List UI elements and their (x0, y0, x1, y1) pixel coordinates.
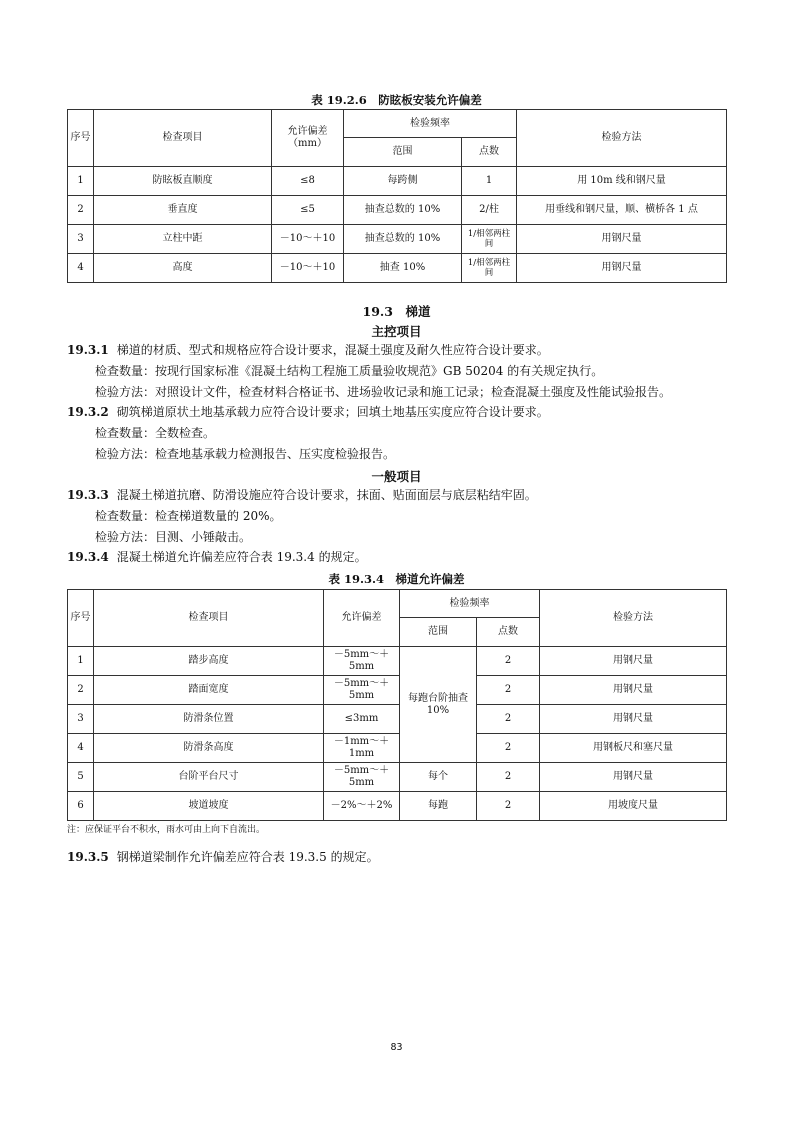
cell-no: 4 (68, 254, 94, 283)
table-row (68, 254, 727, 283)
cell-item: 防滑条高度 (94, 734, 324, 763)
cell-tolerance: ≤3mm (324, 705, 400, 734)
cell-item: 坡道坡度 (94, 792, 324, 821)
cell-range: 每跑 (400, 792, 477, 821)
main-items-heading: 主控项目 (371, 324, 422, 339)
cell-no: 5 (68, 763, 94, 792)
header-item: 检查项目 (94, 590, 324, 647)
cell-no: 3 (68, 225, 94, 254)
header-no: 序号 (68, 110, 94, 167)
cell-item: 高度 (94, 254, 272, 283)
cell-points: 2/柱 (462, 196, 517, 225)
table-row (68, 792, 727, 821)
clause-text: 钢梯道梁制作允许偏差应符合表 19.3.5 的规定。 (116, 850, 379, 864)
header-tolerance: 允许偏差（mm） (272, 110, 344, 167)
table-19-2-6 (67, 109, 727, 283)
cell-no: 1 (68, 647, 94, 676)
cell-method: 用钢尺量 (540, 763, 727, 792)
cell-no: 1 (68, 167, 94, 196)
cell-item: 立柱中距 (94, 225, 272, 254)
clause-19-3-2 (67, 405, 737, 420)
cell-tolerance: －5mm～＋5mm (324, 763, 400, 792)
header-tolerance: 允许偏差 (324, 590, 400, 647)
cell-method: 用钢尺量 (540, 705, 727, 734)
cell-points: 2 (477, 734, 540, 763)
clause-text: 混凝土梯道抗磨、防滑设施应符合设计要求，抹面、贴面面层与底层粘结牢固。 (116, 488, 537, 502)
header-range: 范围 (344, 138, 462, 167)
cell-points: 1/相邻两柱间 (462, 254, 517, 283)
cell-no: 4 (68, 734, 94, 763)
header-method: 检验方法 (517, 110, 727, 167)
cell-no: 6 (68, 792, 94, 821)
cell-item: 踏步高度 (94, 647, 324, 676)
cell-range: 每个 (400, 763, 477, 792)
clause-text: 梯道的材质、型式和规格应符合设计要求，混凝土强度及耐久性应符合设计要求。 (116, 343, 549, 357)
cell-range: 抽查总数的 10% (344, 196, 462, 225)
inspection-method: 检验方法：目测、小锤敲击。 (95, 530, 252, 544)
clause-number: 19.3.5 (67, 850, 109, 864)
cell-no: 2 (68, 196, 94, 225)
cell-tolerance: ≤8 (272, 167, 344, 196)
clause-text: 混凝土梯道允许偏差应符合表 19.3.4 的规定。 (116, 550, 367, 564)
clause-19-3-1 (67, 343, 737, 358)
cell-tolerance: ≤5 (272, 196, 344, 225)
cell-points: 1 (462, 167, 517, 196)
table-row (68, 705, 727, 734)
cell-item: 防滑条位置 (94, 705, 324, 734)
cell-method: 用钢尺量 (540, 676, 727, 705)
cell-tolerance: －10～＋10 (272, 254, 344, 283)
cell-method: 用钢尺量 (540, 647, 727, 676)
cell-range-merged: 每跑台阶抽查 10% (400, 647, 477, 763)
table-row (68, 647, 727, 676)
cell-range: 每跨侧 (344, 167, 462, 196)
cell-no: 2 (68, 676, 94, 705)
table-row (68, 734, 727, 763)
cell-method: 用钢板尺和塞尺量 (540, 734, 727, 763)
clause-number: 19.3.4 (67, 550, 109, 564)
inspection-quantity: 检查数量：全数检查。 (95, 426, 216, 440)
inspection-quantity: 检查数量：检查梯道数量的 20%。 (95, 509, 282, 523)
table-row (68, 167, 727, 196)
cell-item: 垂直度 (94, 196, 272, 225)
cell-points: 2 (477, 647, 540, 676)
table-row (68, 763, 727, 792)
inspection-quantity: 检查数量：按现行国家标准《混凝土结构工程施工质量验收规范》GB 50204 的有关规定执行。 (95, 364, 604, 378)
cell-item: 防眩板直顺度 (94, 167, 272, 196)
cell-tolerance: －5mm～＋5mm (324, 647, 400, 676)
cell-points: 1/相邻两柱间 (462, 225, 517, 254)
general-items-heading: 一般项目 (371, 469, 422, 484)
header-no: 序号 (68, 590, 94, 647)
table-19-2-6-caption: 表 19.2.6 防眩板安装允许偏差 (311, 93, 482, 107)
table-row (68, 225, 727, 254)
header-range: 范围 (400, 618, 477, 647)
cell-range: 抽查总数的 10% (344, 225, 462, 254)
cell-tolerance: －5mm～＋5mm (324, 676, 400, 705)
table-row (68, 676, 727, 705)
header-method: 检验方法 (540, 590, 727, 647)
header-points: 点数 (462, 138, 517, 167)
cell-points: 2 (477, 763, 540, 792)
cell-tolerance: －1mm～＋1mm (324, 734, 400, 763)
clause-19-3-5 (67, 850, 737, 865)
clause-number: 19.3.2 (67, 405, 109, 419)
clause-19-3-3 (67, 488, 737, 503)
table-19-3-4-caption: 表 19.3.4 梯道允许偏差 (328, 572, 465, 586)
header-frequency: 检验频率 (344, 110, 517, 138)
cell-tolerance: －2%～＋2% (324, 792, 400, 821)
table-row (68, 196, 727, 225)
header-frequency: 检验频率 (400, 590, 540, 618)
cell-item: 台阶平台尺寸 (94, 763, 324, 792)
cell-item: 踏面宽度 (94, 676, 324, 705)
cell-points: 2 (477, 676, 540, 705)
clause-number: 19.3.3 (67, 488, 109, 502)
table-note: 注：应保证平台不积水，雨水可由上向下自流出。 (67, 825, 266, 835)
inspection-method: 检验方法：检查地基承载力检测报告、压实度检验报告。 (95, 447, 396, 461)
clause-number: 19.3.1 (67, 343, 109, 357)
header-item: 检查项目 (94, 110, 272, 167)
table-19-3-4 (67, 589, 727, 821)
cell-method: 用垂线和钢尺量，顺、横桥各 1 点 (517, 196, 727, 225)
clause-text: 砌筑梯道原状土地基承载力应符合设计要求；回填土地基压实度应符合设计要求。 (116, 405, 549, 419)
cell-method: 用坡度尺量 (540, 792, 727, 821)
cell-no: 3 (68, 705, 94, 734)
page-number: 83 (390, 1042, 403, 1053)
section-title: 19.3 梯道 (362, 304, 431, 319)
cell-points: 2 (477, 792, 540, 821)
cell-points: 2 (477, 705, 540, 734)
clause-19-3-4 (67, 550, 737, 565)
cell-method: 用钢尺量 (517, 225, 727, 254)
cell-range: 抽查 10% (344, 254, 462, 283)
cell-tolerance: －10～＋10 (272, 225, 344, 254)
cell-method: 用钢尺量 (517, 254, 727, 283)
cell-method: 用 10m 线和钢尺量 (517, 167, 727, 196)
header-points: 点数 (477, 618, 540, 647)
inspection-method: 检验方法：对照设计文件，检查材料合格证书、进场验收记录和施工记录；检查混凝土强度及性能试验报告。 (95, 385, 672, 399)
